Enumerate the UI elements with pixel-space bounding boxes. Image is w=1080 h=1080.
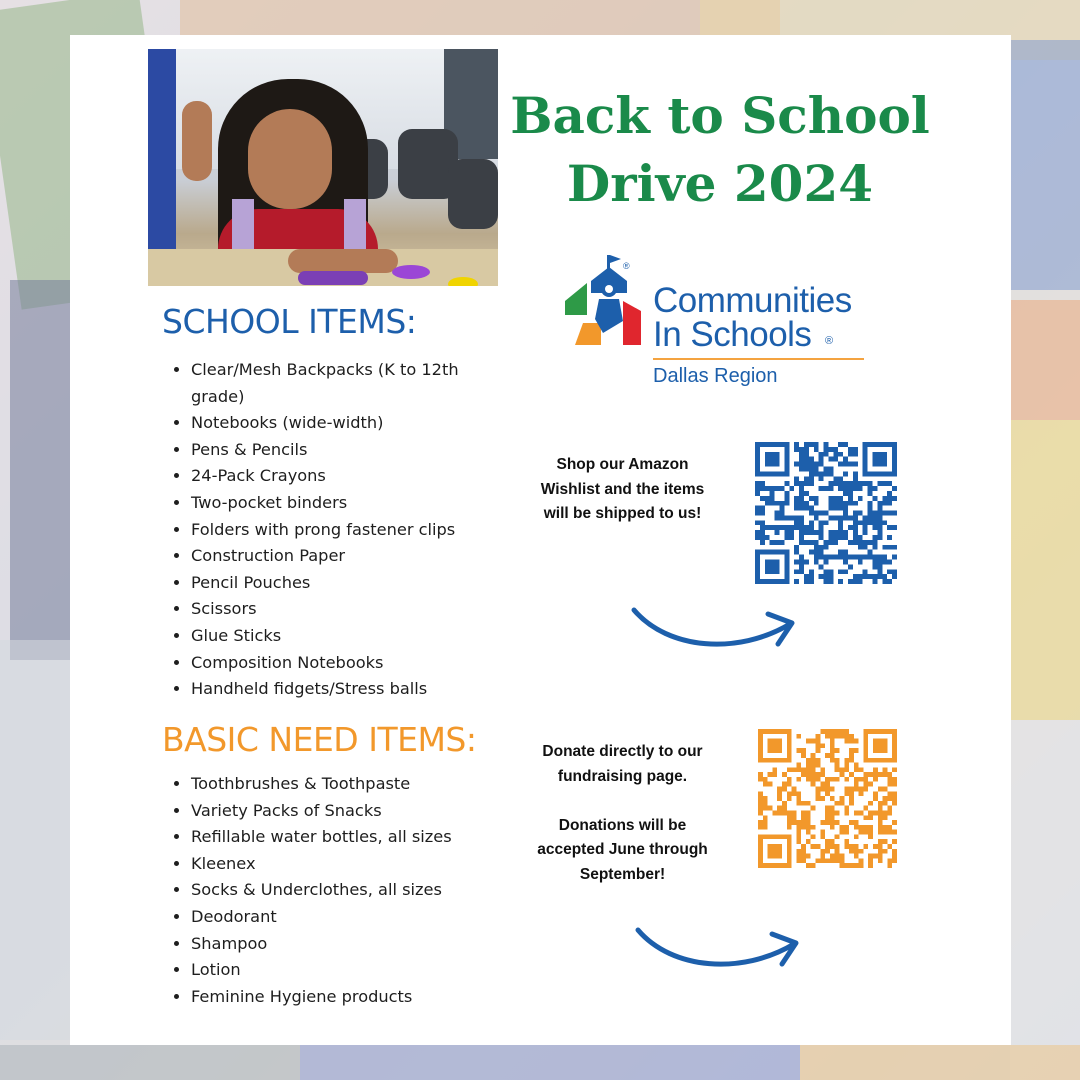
list-item: • 24-Pack Crayons (191, 463, 511, 490)
list-item: • Shampoo (191, 931, 511, 958)
list-item: • Clear/Mesh Backpacks (K to 12th grade) (191, 357, 511, 410)
schoolhouse-logo-icon (563, 253, 648, 348)
list-item: • Handheld fidgets/Stress balls (191, 676, 511, 703)
list-item: • Feminine Hygiene products (191, 984, 511, 1011)
donate-text-line-1: Donate directly to our fundraising page. (542, 743, 703, 785)
amazon-wishlist-text: Shop our Amazon Wishlist and the items will be shipped to us! (540, 456, 705, 522)
donate-qr-code-icon[interactable] (758, 729, 897, 868)
donate-text-line-2: Donations will be accepted June through September! (537, 816, 708, 883)
list-item: • Toothbrushes & Toothpaste (191, 771, 511, 798)
list-item: • Pens & Pencils (191, 437, 511, 464)
school-items-heading: SCHOOL ITEMS: (162, 302, 417, 341)
logo-name-line-2: In Schools (653, 315, 812, 354)
logo-name-line-1: Communities (653, 281, 852, 320)
arrow-right-icon (632, 920, 807, 980)
school-items-list (172, 357, 511, 703)
list-item: • Two-pocket binders (191, 490, 511, 517)
list-item: • Pencil Pouches (191, 570, 511, 597)
basic-need-items-list (172, 771, 511, 1010)
communities-in-schools-logo (563, 253, 868, 393)
list-item: • Variety Packs of Snacks (191, 798, 511, 825)
list-item: • Composition Notebooks (191, 650, 511, 677)
logo-region: Dallas Region (653, 365, 778, 387)
list-item: • Kleenex (191, 851, 511, 878)
svg-text:®: ® (623, 261, 630, 271)
amazon-qr-code-icon[interactable] (755, 442, 897, 584)
registered-mark: ® (825, 335, 834, 347)
title-line-2: Drive 2024 (566, 154, 874, 213)
list-item: • Socks & Underclothes, all sizes (191, 877, 511, 904)
list-item: • Deodorant (191, 904, 511, 931)
list-item: • Construction Paper (191, 543, 511, 570)
list-item: • Lotion (191, 957, 511, 984)
donate-text (525, 740, 720, 887)
arrow-right-icon (628, 600, 803, 660)
list-item: • Refillable water bottles, all sizes (191, 824, 511, 851)
title-line-1: Back to School (510, 86, 930, 145)
student-photo (148, 49, 498, 286)
logo-divider (653, 358, 864, 360)
list-item: • Notebooks (wide-width) (191, 410, 511, 437)
page-title (505, 82, 935, 218)
list-item: • Folders with prong fastener clips (191, 517, 511, 544)
list-item: • Glue Sticks (191, 623, 511, 650)
basic-need-items-heading: BASIC NEED ITEMS: (162, 720, 477, 759)
list-item: • Scissors (191, 596, 511, 623)
